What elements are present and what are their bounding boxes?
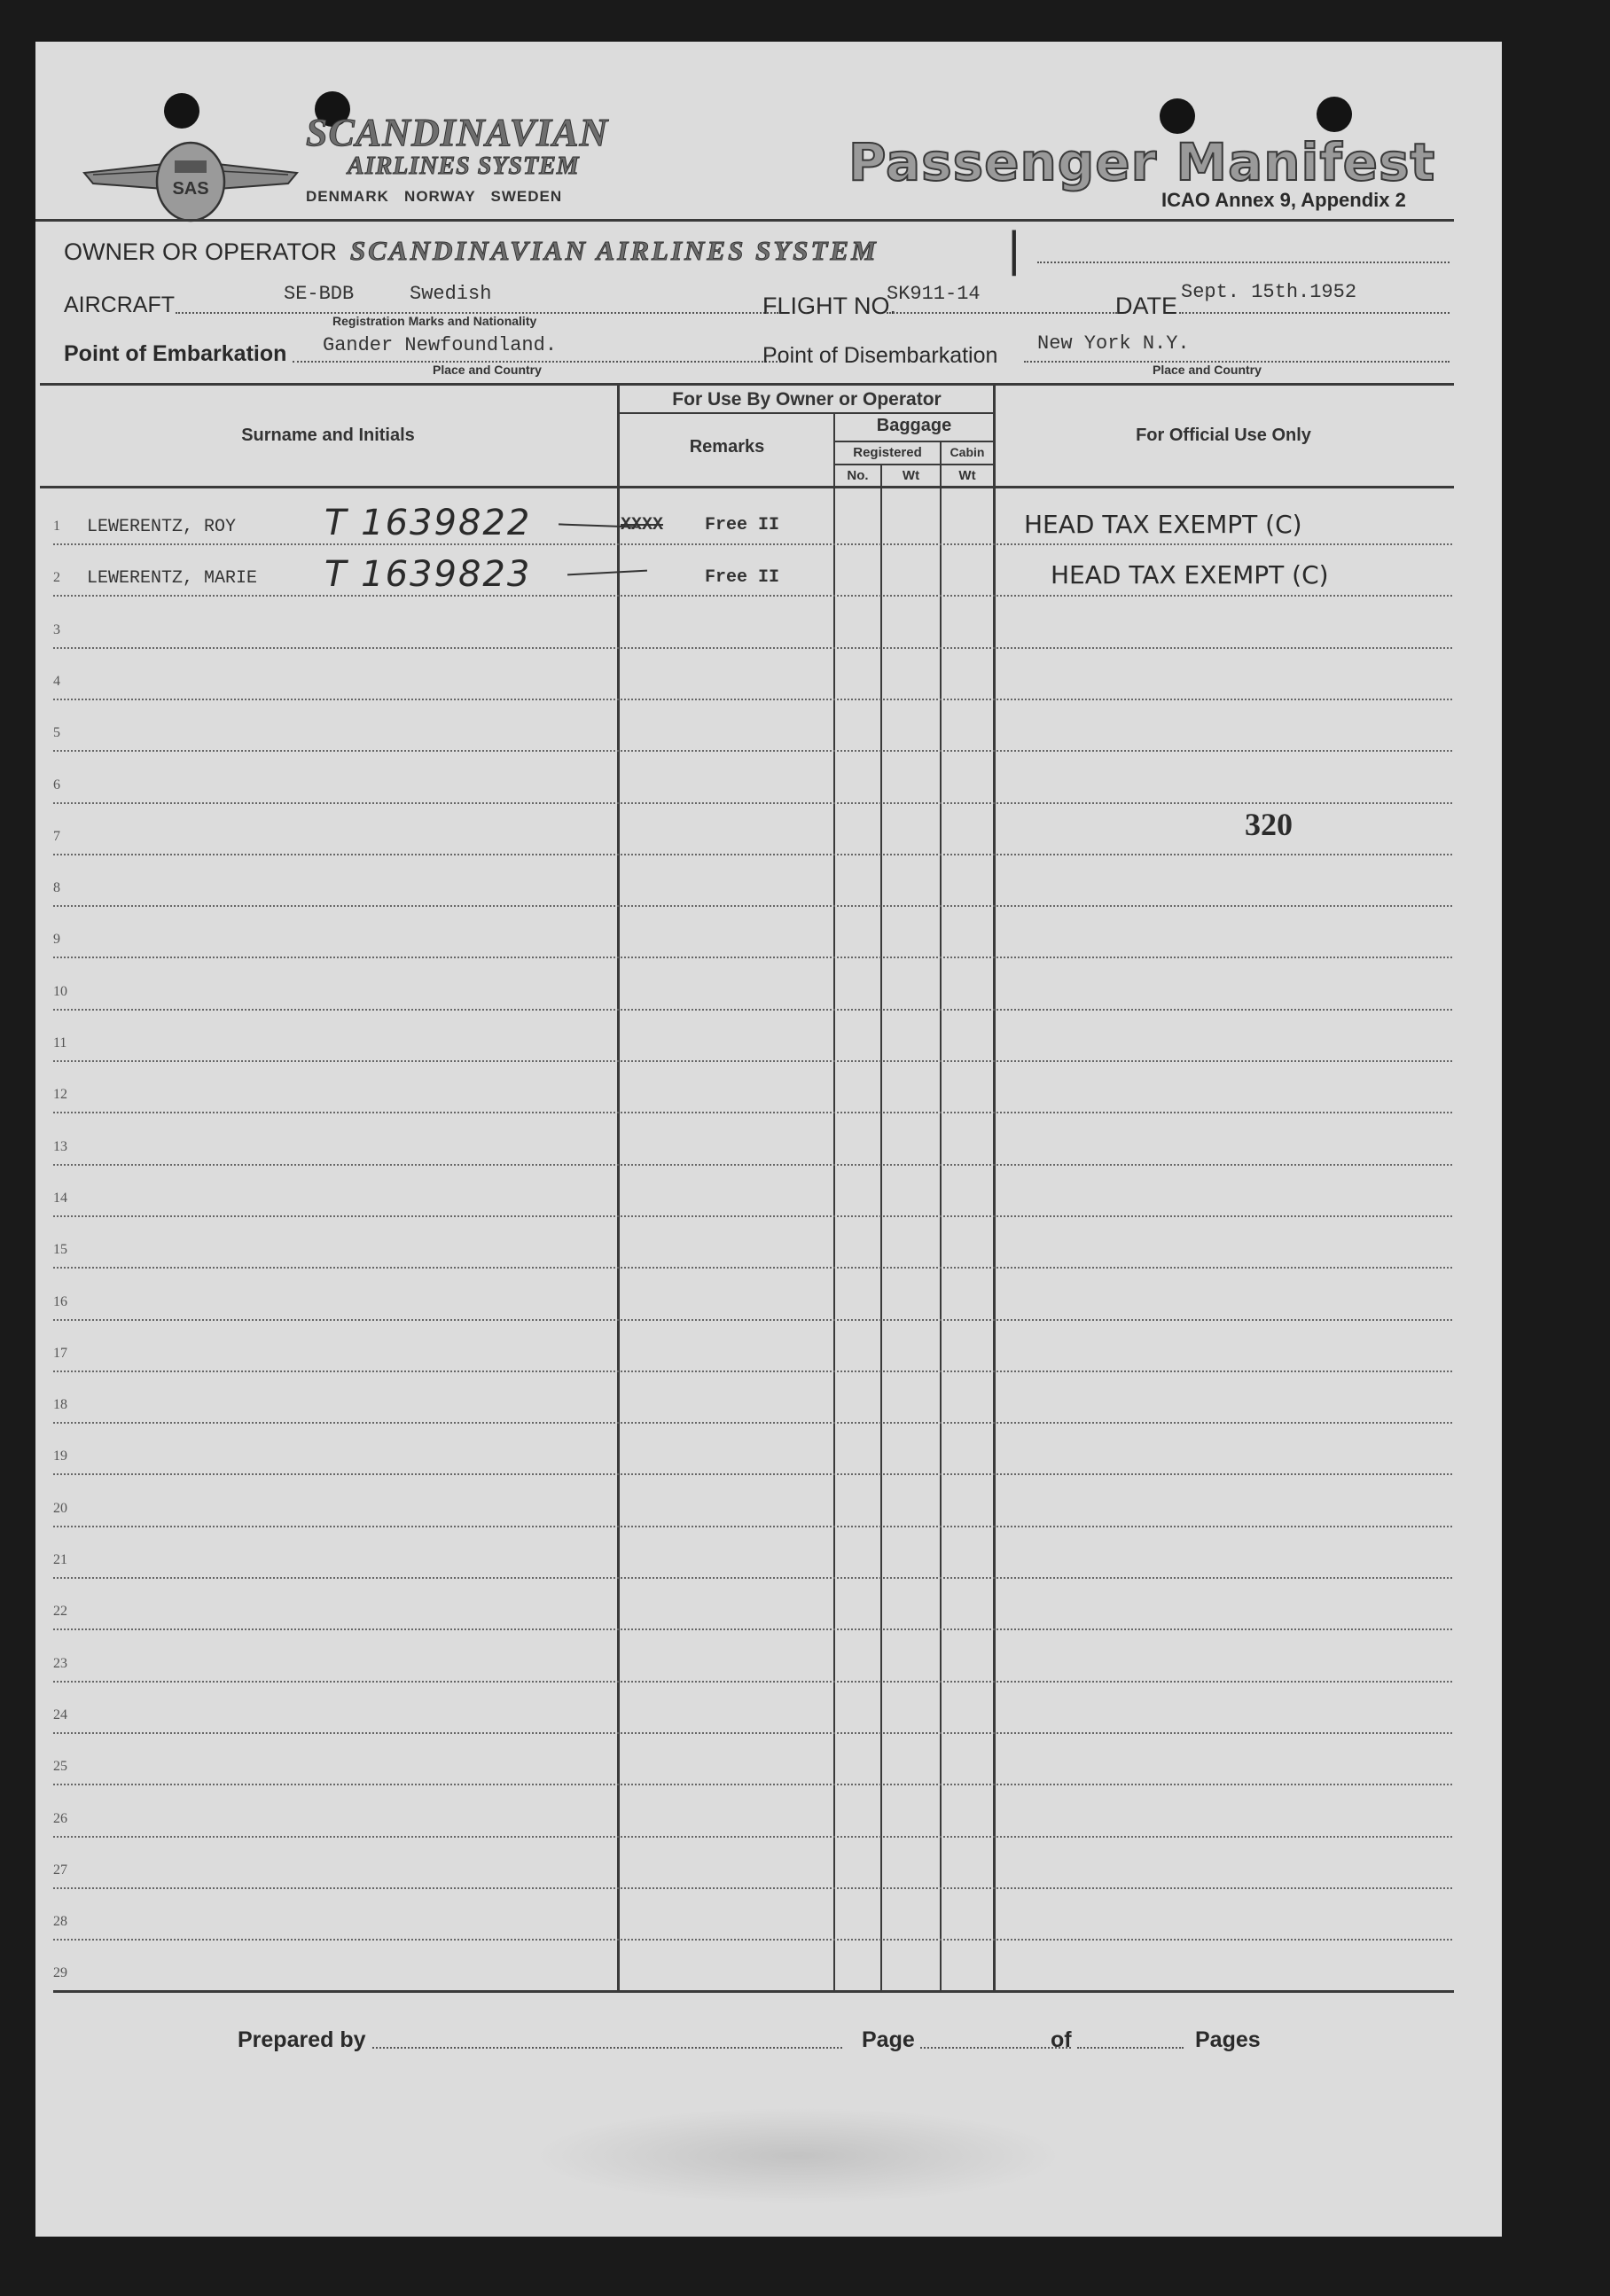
row-number: 12 (53, 1087, 67, 1102)
flight-label: FLIGHT NO. (762, 293, 897, 319)
date-value: Sept. 15th.1952 (1181, 281, 1357, 303)
table-header-bottom-rule (40, 486, 1454, 488)
punch-hole (1160, 98, 1195, 134)
remarks-text: Free II (705, 515, 780, 535)
table-bottom-rule (53, 1990, 1454, 1993)
row-number: 25 (53, 1759, 67, 1774)
row-number: 8 (53, 880, 60, 895)
row-number: 27 (53, 1863, 67, 1878)
table-row-line (53, 1836, 1452, 1838)
row-number: 11 (53, 1035, 67, 1050)
table-row-line (53, 1526, 1452, 1527)
baggage-rule (833, 441, 995, 442)
airline-name: SCANDINAVIAN (306, 111, 609, 154)
col-no-header: No. (847, 468, 869, 483)
embarkation-value: Gander Newfoundland. (323, 334, 558, 356)
table-top-rule (40, 383, 1454, 386)
flight-line (887, 312, 1117, 314)
col-divider-no (880, 465, 882, 1991)
prepared-by-line (372, 2047, 842, 2049)
col-registered-header: Registered (853, 445, 922, 460)
row-number: 5 (53, 725, 60, 740)
row-number: 29 (53, 1965, 67, 1980)
col-wt-cabin-header: Wt (958, 468, 976, 483)
passenger-name: LEWERENTZ, ROY (87, 517, 237, 537)
handwritten-dash (567, 570, 647, 576)
row-number: 15 (53, 1242, 67, 1257)
table-row-line (53, 802, 1452, 804)
aircraft-label: AIRCRAFT (64, 293, 175, 317)
embarkation-caption: Place and Country (433, 363, 542, 377)
row-number: 13 (53, 1139, 67, 1154)
date-label: DATE (1115, 293, 1178, 319)
paper-smudge (532, 2107, 1064, 2205)
table-row-line (53, 1215, 1452, 1217)
table-row-line (53, 1473, 1452, 1475)
registered-rule (833, 464, 995, 465)
page-label: Page (862, 2027, 915, 2052)
table-row-line (53, 854, 1452, 855)
row-number: 18 (53, 1397, 67, 1412)
svg-text:SAS: SAS (172, 179, 209, 199)
col-divider-remarks (833, 414, 835, 1991)
table-row-line (53, 1887, 1452, 1889)
date-line (1179, 312, 1450, 314)
owner-line (1037, 262, 1450, 263)
table-row-line (53, 647, 1452, 649)
row-number: 28 (53, 1914, 67, 1929)
table-row-line (53, 905, 1452, 907)
pages-label: Pages (1195, 2027, 1261, 2052)
owner-tick-mark: | (1006, 223, 1022, 277)
table-row-line (53, 1112, 1452, 1113)
row-number: 7 (53, 829, 60, 844)
punch-hole (1317, 97, 1352, 132)
table-row-line (53, 1371, 1452, 1372)
table-row-line (53, 1009, 1452, 1011)
table-row-line (53, 1577, 1452, 1579)
form-reference: ICAO Annex 9, Appendix 2 (1161, 189, 1406, 211)
owner-label: OWNER OR OPERATOR (64, 238, 338, 265)
owner-group-header: For Use By Owner or Operator (672, 389, 942, 410)
of-line (1077, 2047, 1184, 2049)
table-row-line (53, 750, 1452, 752)
row-number: 3 (53, 622, 60, 637)
prepared-by-label: Prepared by (238, 2027, 366, 2052)
row-number: 23 (53, 1656, 67, 1671)
row-number: 19 (53, 1449, 67, 1464)
remarks-struck-text: XXXX (621, 515, 664, 535)
col-cabin-header: Cabin (950, 445, 985, 459)
table-row-line (53, 1060, 1452, 1062)
ticket-number: T 1639822 (324, 503, 532, 543)
header-rule (35, 219, 1454, 222)
disembarkation-value: New York N.Y. (1037, 332, 1190, 355)
aircraft-caption: Registration Marks and Nationality (332, 314, 537, 328)
table-row-line (53, 1939, 1452, 1941)
table-row-line (53, 1164, 1452, 1166)
row-number: 21 (53, 1552, 67, 1567)
row-number: 4 (53, 674, 60, 689)
row-number: 1 (53, 519, 60, 534)
airline-countries: DENMARK NORWAY SWEDEN (306, 188, 563, 205)
official-note: HEAD TAX EXEMPT (C) (1051, 560, 1329, 590)
page-line (920, 2047, 1071, 2049)
col-divider-owner (993, 385, 996, 1991)
row-number: 9 (53, 932, 60, 947)
row-number: 2 (53, 570, 60, 585)
of-label: of (1051, 2027, 1072, 2052)
airline-subtitle: AIRLINES SYSTEM (348, 152, 580, 180)
table-row-line (53, 699, 1452, 700)
aircraft-registration: SE-BDB (284, 283, 355, 305)
table-row-line (53, 1319, 1452, 1321)
col-surname-header: Surname and Initials (241, 426, 415, 445)
table-row-line (53, 595, 1452, 597)
row-number: 24 (53, 1707, 67, 1722)
disembarkation-label: Point of Disembarkation (762, 343, 998, 368)
row-number: 16 (53, 1294, 67, 1309)
official-note: HEAD TAX EXEMPT (C) (1024, 510, 1302, 539)
owner-group-rule (619, 412, 995, 414)
remarks-text: Free II (705, 567, 780, 588)
aircraft-nationality: Swedish (410, 283, 492, 305)
table-row-line (53, 1628, 1452, 1630)
table-row-line (53, 1784, 1452, 1785)
row-number: 20 (53, 1501, 67, 1516)
flight-value: SK911-14 (887, 283, 981, 305)
table-row-line (53, 1267, 1452, 1269)
embarkation-label: Point of Embarkation (64, 341, 287, 366)
table-row-line (53, 957, 1452, 958)
row-number: 14 (53, 1191, 67, 1206)
manifest-page (35, 42, 1502, 2237)
passenger-name: LEWERENTZ, MARIE (87, 568, 258, 589)
owner-value: SCANDINAVIAN AIRLINES SYSTEM (350, 235, 879, 266)
ticket-number: T 1639823 (324, 554, 532, 595)
col-divider-surname (617, 385, 620, 1991)
row-number: 26 (53, 1811, 67, 1826)
col-remarks-header: Remarks (689, 437, 765, 457)
col-official-header: For Official Use Only (1136, 426, 1311, 445)
row-number: 22 (53, 1604, 67, 1619)
table-row-line (53, 543, 1452, 545)
form-title: Passenger Manifest (848, 132, 1436, 192)
col-baggage-header: Baggage (876, 416, 952, 435)
table-row-line (53, 1422, 1452, 1424)
disembarkation-caption: Place and Country (1153, 363, 1262, 377)
row-number: 10 (53, 984, 67, 999)
table-row-line (53, 1681, 1452, 1683)
row-number: 17 (53, 1346, 67, 1361)
sas-wings-logo-icon (75, 120, 306, 235)
stamp-number: 320 (1245, 807, 1293, 842)
row-number: 6 (53, 777, 60, 793)
table-row-line (53, 1732, 1452, 1734)
col-wt-registered-header: Wt (902, 468, 920, 483)
